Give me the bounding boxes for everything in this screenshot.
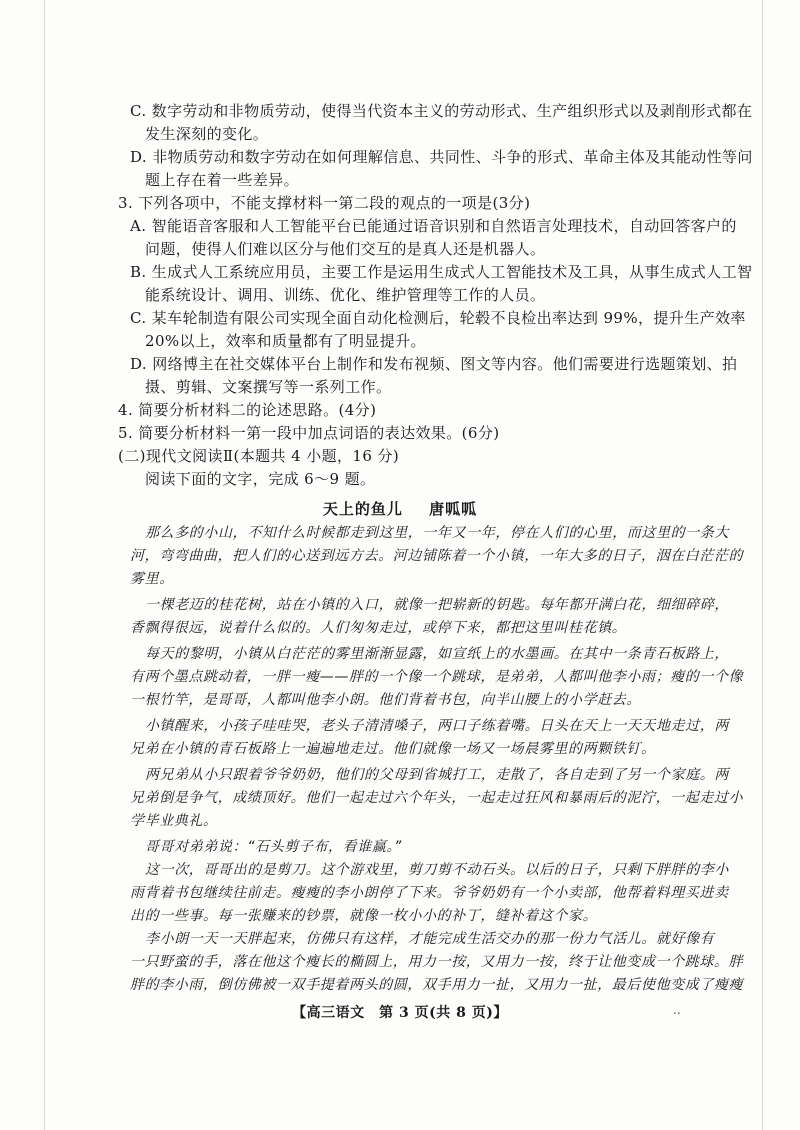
q3-option-a: A. 智能语音客服和人工智能平台已能通过语音识别和自然语言处理技术，自动回答客户的	[130, 217, 737, 235]
section-heading: (二)现代文阅读Ⅱ(本题共 4 小题，16 分)	[118, 447, 400, 465]
q2-option-d: D. 非物质劳动和数字劳动在如何理解信息、共同性、斗争的形式、革命主体及其能动性等问	[130, 148, 753, 166]
q2-option-c-cont: 发生深刻的变化。	[145, 125, 269, 143]
story-line: 出的一些事。每一张赚来的钞票，就像一枚小小的补丁，缝补着这个家。	[130, 908, 598, 924]
story-line: 兄弟在小镇的青石板路上一遍遍地走过。他们就像一场又一场晨雾里的两颗铁钉。	[130, 741, 656, 757]
story-line: 李小朗一天一天胖起来，仿佛只有这样，才能完成生活交办的那一份力气活儿。就好像有	[145, 931, 715, 947]
story-line: 河，弯弯曲曲，把人们的心送到远方去。河边铺陈着一个小镇，一年大多的日子，洇在白茫茫的	[130, 548, 744, 564]
story-line: 小镇醒来，小孩子哇哇哭，老头子清清嗓子，两口子练着嘴。日头在天上一天天地走过，两	[145, 718, 729, 734]
scan-edge-line	[44, 0, 45, 1130]
q5-text: 5. 简要分析材料一第一段中加点词语的表达效果。(6分)	[118, 424, 500, 442]
q3-option-b-cont: 能系统设计、调用、训练、优化、维护管理等工作的人员。	[145, 286, 546, 304]
q3-option-d-cont: 摄、剪辑、文案撰写等一系列工作。	[145, 378, 392, 396]
story-line: 香飘得很远，说着什么似的。人们匆匆走过，或停下来，都把这里叫桂花镇。	[130, 620, 627, 636]
q3-option-a-cont: 问题，使得人们难以区分与他们交互的是真人还是机器人。	[145, 240, 546, 258]
story-line: 一只野蛮的手，落在他这个瘦长的椭圆上，用力一按，又用力一按，终于让他变成一个跳球。胖	[130, 954, 744, 970]
q3-option-b: B. 生成式人工系统应用员，主要工作是运用生成式人工智能技术及工具，从事生成式人工智	[130, 263, 753, 281]
story-line: 雨背着书包继续往前走。瘦瘦的李小朗停了下来。爷爷奶奶有一个小卖部，他帮着料理买进卖	[130, 885, 729, 901]
reading-instruction: 阅读下面的文字，完成 6～9 题。	[145, 470, 376, 488]
story-title-line	[0, 498, 800, 519]
story-line: 一根竹竿，是哥哥，人都叫他李小朗。他们背着书包，向半山腰上的小学赶去。	[130, 692, 641, 708]
q3-option-d: D. 网络博主在社交媒体平台上制作和发布视频、图文等内容。他们需要进行选题策划、拍	[130, 355, 738, 373]
story-line: 这一次，哥哥出的是剪刀。这个游戏里，剪刀剪不动石头。以后的日子，只剩下胖胖的李小	[145, 862, 729, 878]
story-line: 胖的李小雨，倒仿佛被一双手提着两头的圆，双手用力一扯，又用力一扯，最后使他变成了瘦瘦	[130, 977, 744, 993]
q3-stem: 3. 下列各项中，不能支撑材料一第二段的观点的一项是(3分)	[118, 194, 531, 212]
story-line: 那么多的小山，不知什么时候都走到这里，一年又一年，停在人们的心里，而这里的一条大	[145, 525, 729, 541]
q4-text: 4. 简要分析材料二的论述思路。(4分)	[118, 401, 377, 419]
scan-edge-line	[762, 0, 763, 1130]
story-line: 有两个墨点跳动着，一胖一瘦——胖的一个像一个跳球，是弟弟，人都叫他李小雨；瘦的一个像	[130, 669, 744, 685]
q3-option-c: C. 某车轮制造有限公司实现全面自动化检测后，轮毂不良检出率达到 99%，提升生产效率	[130, 309, 746, 327]
story-line: 学毕业典礼。	[130, 813, 218, 829]
story-line: 雾里。	[130, 571, 174, 587]
q3-option-c-cont: 20%以上，效率和质量都有了明显提升。	[145, 332, 426, 350]
page-footer: 【高三语文 第 3 页(共 8 页)】	[292, 1005, 508, 1021]
corner-mark: ..	[673, 1003, 681, 1017]
q2-option-d-cont: 题上存在着一些差异。	[145, 171, 300, 189]
story-line: 哥哥对弟弟说：“石头剪子布，看谁赢。”	[145, 839, 402, 855]
q2-option-c: C. 数字劳动和非物质劳动，使得当代资本主义的劳动形式、生产组织形式以及剥削形式都在	[130, 102, 753, 120]
story-line: 每天的黎明，小镇从白茫茫的雾里渐渐显露，如宣纸上的水墨画。在其中一条青石板路上，	[145, 646, 729, 662]
story-line: 两兄弟从小只跟着爷爷奶奶，他们的父母到省城打工，走散了，各自走到了另一个家庭。两	[145, 767, 729, 783]
story-line: 兄弟倒是争气，成绩顶好。他们一起走过六个年头，一起走过狂风和暴雨后的泥泞，一起走过小	[130, 790, 744, 806]
story-author: 唐呱呱	[429, 500, 478, 518]
story-title: 天上的鱼儿	[322, 500, 403, 518]
story-line: 一棵老迈的桂花树，站在小镇的入口，就像一把崭新的钥匙。每年都开满白花，细细碎碎，	[145, 597, 729, 613]
